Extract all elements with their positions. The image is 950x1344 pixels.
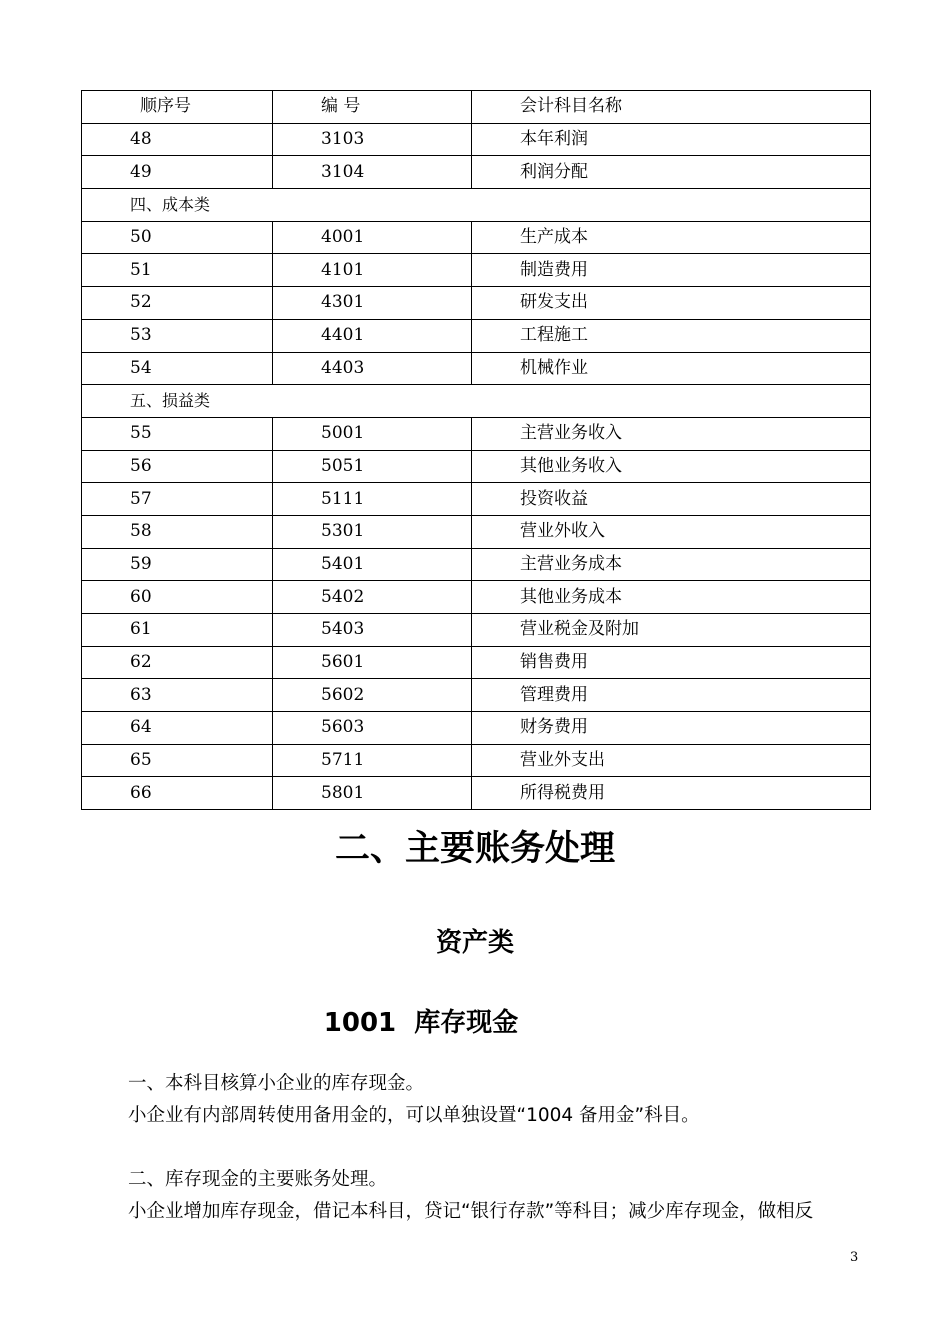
cell-seq: 59	[82, 548, 273, 581]
cell-code: 4001	[273, 221, 472, 254]
cell-code: 4401	[273, 319, 472, 352]
cell-code: 4301	[273, 287, 472, 320]
cell-name: 主营业务收入	[472, 417, 871, 450]
account-heading: 1001 库存现金	[323, 1008, 519, 1038]
table-row	[82, 254, 871, 287]
cell-code: 5402	[273, 581, 472, 614]
cell-seq: 62	[82, 646, 273, 679]
cell-seq: 57	[82, 483, 273, 516]
table-section-row	[82, 385, 871, 418]
paragraph-1: 一、本科目核算小企业的库存现金。	[128, 1073, 425, 1094]
cell-name: 生产成本	[472, 221, 871, 254]
table-row	[82, 646, 871, 679]
cell-code: 3104	[273, 156, 472, 189]
cell-code: 5001	[273, 417, 472, 450]
cell-code: 5403	[273, 614, 472, 647]
cell-name: 工程施工	[472, 319, 871, 352]
paragraph-2: 小企业有内部周转使用备用金的，可以单独设置“1004 备用金”科目。	[128, 1105, 700, 1126]
cell-code: 5051	[273, 450, 472, 483]
table-row	[82, 319, 871, 352]
section-label: 四、成本类	[82, 189, 871, 222]
table-row	[82, 417, 871, 450]
cell-name: 营业外支出	[472, 744, 871, 777]
cell-seq: 64	[82, 712, 273, 745]
table-row	[82, 744, 871, 777]
cell-code: 3103	[273, 123, 472, 156]
header-name: 会计科目名称	[472, 91, 871, 124]
category-heading: 资产类	[435, 928, 514, 958]
cell-name: 研发支出	[472, 287, 871, 320]
cell-name: 营业外收入	[472, 515, 871, 548]
accounts-table	[81, 90, 871, 810]
cell-name: 机械作业	[472, 352, 871, 385]
cell-name: 投资收益	[472, 483, 871, 516]
cell-code: 5401	[273, 548, 472, 581]
page-number: 3	[850, 1250, 859, 1265]
table-row	[82, 548, 871, 581]
paragraph-3: 二、库存现金的主要账务处理。	[128, 1169, 388, 1190]
table-row	[82, 287, 871, 320]
cell-code: 5111	[273, 483, 472, 516]
cell-code: 5801	[273, 777, 472, 810]
cell-seq: 58	[82, 515, 273, 548]
cell-code: 4101	[273, 254, 472, 287]
table-row	[82, 515, 871, 548]
cell-code: 5711	[273, 744, 472, 777]
cell-name: 其他业务收入	[472, 450, 871, 483]
cell-seq: 50	[82, 221, 273, 254]
cell-seq: 65	[82, 744, 273, 777]
table-row	[82, 679, 871, 712]
cell-name: 销售费用	[472, 646, 871, 679]
table-row	[82, 581, 871, 614]
table-row	[82, 221, 871, 254]
header-code: 编 号	[273, 91, 472, 124]
cell-seq: 48	[82, 123, 273, 156]
cell-seq: 49	[82, 156, 273, 189]
table-row	[82, 450, 871, 483]
table-row	[82, 777, 871, 810]
table-header-row	[82, 91, 871, 124]
cell-code: 5301	[273, 515, 472, 548]
accounts-table-body	[82, 91, 871, 810]
cell-seq: 51	[82, 254, 273, 287]
table-row	[82, 712, 871, 745]
cell-name: 财务费用	[472, 712, 871, 745]
table-row	[82, 156, 871, 189]
table-row	[82, 483, 871, 516]
cell-name: 本年利润	[472, 123, 871, 156]
paragraph-4: 小企业增加库存现金，借记本科目，贷记“银行存款”等科目；减少库存现金，做相反	[128, 1201, 814, 1222]
cell-name: 其他业务成本	[472, 581, 871, 614]
cell-seq: 56	[82, 450, 273, 483]
cell-seq: 63	[82, 679, 273, 712]
cell-name: 主营业务成本	[472, 548, 871, 581]
cell-code: 5602	[273, 679, 472, 712]
cell-name: 管理费用	[472, 679, 871, 712]
header-seq: 顺序号	[82, 91, 273, 124]
cell-seq: 55	[82, 417, 273, 450]
cell-code: 5601	[273, 646, 472, 679]
cell-seq: 60	[82, 581, 273, 614]
cell-seq: 54	[82, 352, 273, 385]
cell-seq: 53	[82, 319, 273, 352]
cell-name: 制造费用	[472, 254, 871, 287]
cell-code: 4403	[273, 352, 472, 385]
cell-seq: 52	[82, 287, 273, 320]
main-heading: 二、主要账务处理	[334, 829, 615, 869]
cell-name: 所得税费用	[472, 777, 871, 810]
table-section-row	[82, 189, 871, 222]
cell-seq: 61	[82, 614, 273, 647]
cell-code: 5603	[273, 712, 472, 745]
cell-seq: 66	[82, 777, 273, 810]
table-row	[82, 614, 871, 647]
cell-name: 营业税金及附加	[472, 614, 871, 647]
table-row	[82, 352, 871, 385]
section-label: 五、损益类	[82, 385, 871, 418]
table-row	[82, 123, 871, 156]
cell-name: 利润分配	[472, 156, 871, 189]
